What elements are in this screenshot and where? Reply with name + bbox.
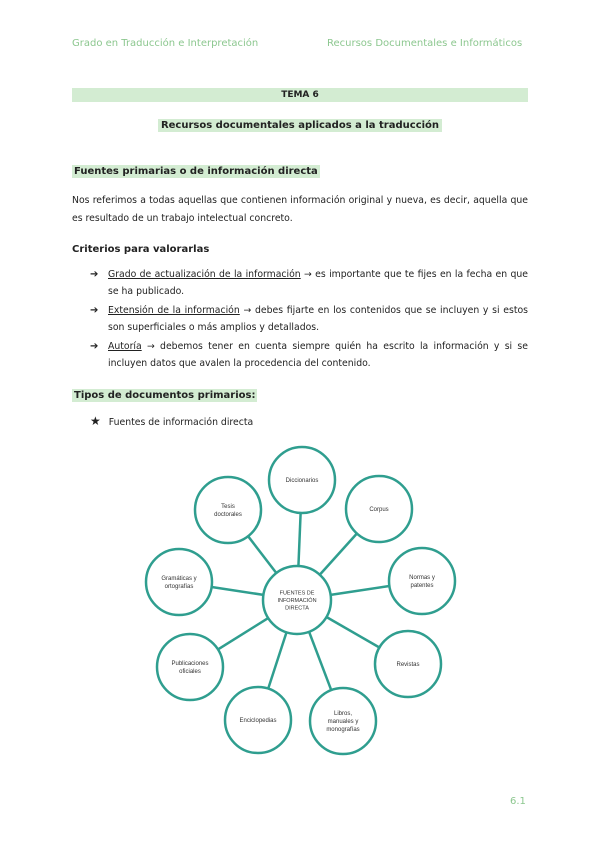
arrow-icon: ➔: [90, 269, 99, 280]
node-enciclopedias: [225, 687, 291, 753]
node-corpus: [346, 476, 412, 542]
node-tesis-label: doctorales: [214, 512, 242, 519]
node-tesis: [195, 477, 261, 543]
node-center-label: INFORMACIÓN: [277, 597, 317, 604]
connector-line: [309, 632, 331, 690]
arrow-icon: ➔: [90, 305, 99, 316]
connector-line: [212, 587, 264, 595]
types-heading-text: Tipos de documentos primarios:: [74, 390, 256, 401]
node-gramaticas-label: Gramáticas y: [161, 576, 197, 583]
connector-line: [298, 513, 300, 566]
criteria-text: → debes fijarte en los contenidos que se incluyen y si estos son superficiales o más amplios y detallados.: [108, 305, 529, 333]
node-enciclopedias-label: Enciclopedias: [239, 718, 277, 725]
star-item-text: Fuentes de información directa: [108, 417, 254, 428]
intro-paragraph: Nos referimos a todas aquellas que contienen información original y nueva, es decir, aquella que es resultado de un trabajo intelectual concreto.: [72, 195, 528, 224]
criteria-heading: Criterios para valorarlas: [72, 244, 210, 255]
tema-label: TEMA 6: [281, 90, 319, 100]
node-corpus-label: Corpus: [369, 507, 389, 514]
node-diccionarios: [269, 447, 335, 513]
connector-line: [326, 617, 379, 648]
node-gramaticas: [146, 549, 212, 615]
header-left: Grado en Traducción e Interpretación: [72, 38, 259, 49]
section-heading-text: Fuentes primarias o de información directa: [74, 166, 318, 177]
node-normas-label: patentes: [410, 583, 434, 590]
node-center-label: FUENTES DE: [279, 590, 315, 597]
node-tesis-label: Tesis: [221, 504, 235, 511]
node-libros-label: monografías: [326, 727, 360, 734]
node-revistas: [375, 631, 441, 697]
node-center: [263, 566, 331, 634]
node-libros-label: manuales y: [327, 719, 359, 726]
document-title-text: Recursos documentales aplicados a la traducción: [158, 119, 442, 132]
arrow-icon: ➔: [90, 341, 99, 352]
criteria-term: Autoría: [108, 341, 142, 352]
node-libros: [310, 688, 376, 754]
node-libros-label: Libros,: [333, 711, 353, 718]
node-gramaticas-label: ortografías: [164, 584, 194, 591]
connector-line: [331, 586, 390, 595]
node-diccionarios-label: Diccionarios: [285, 478, 319, 485]
criteria-term: Extensión de la información: [108, 305, 240, 316]
node-publicaciones: [157, 634, 223, 700]
node-normas: [389, 548, 455, 614]
criteria-text: → es importante que te fijes en la fecha en que se ha publicado.: [108, 269, 528, 297]
header-right: Recursos Documentales e Informáticos: [327, 38, 523, 49]
connector-line: [218, 618, 268, 649]
connector-line: [268, 632, 286, 688]
star-icon: ★: [90, 414, 101, 428]
node-publicaciones-label: oficiales: [179, 669, 201, 676]
node-center-label: DIRECTA: [285, 605, 309, 612]
connector-line: [248, 536, 276, 573]
node-normas-label: Normas y: [409, 575, 435, 582]
criteria-text: → debemos tener en cuenta siempre quién ha escrito la información y si se incluyen datos que avalen la procedencia del contenido.: [108, 341, 528, 369]
node-publicaciones-label: Publicaciones: [171, 661, 209, 668]
connector-line: [320, 534, 357, 575]
node-revistas-label: Revistas: [396, 662, 420, 669]
page-number: 6.1: [510, 796, 526, 807]
criteria-term: Grado de actualización de la información: [108, 269, 301, 280]
diagram-nodes: [146, 447, 455, 754]
